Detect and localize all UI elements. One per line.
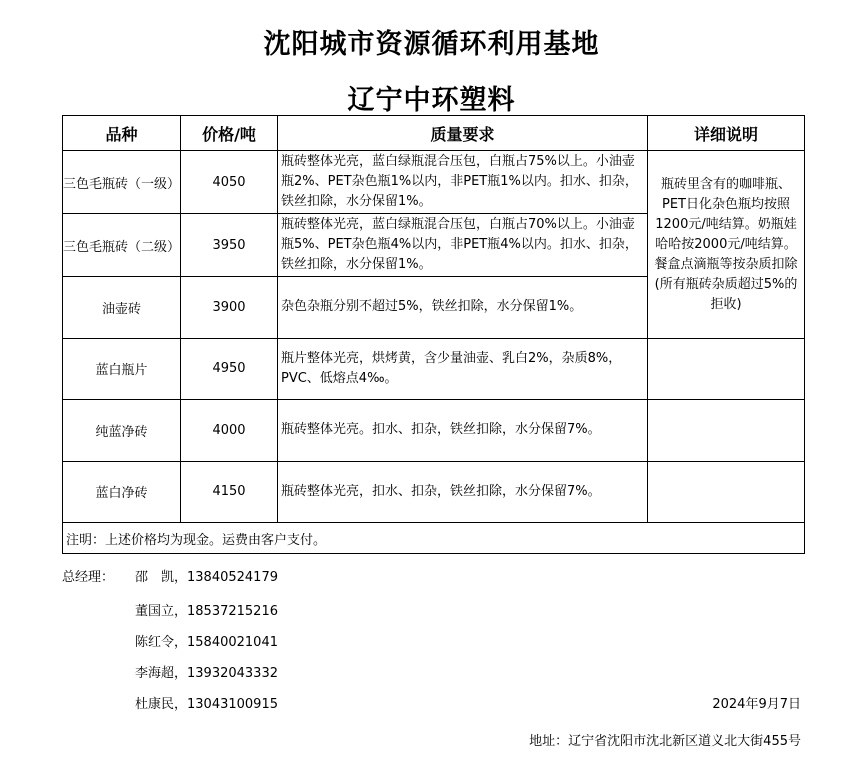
quality-cell: 杂色杂瓶分别不超过5%，铁丝扣除，水分保留1%。 [278, 277, 648, 339]
manager-label: 总经理： [62, 570, 115, 585]
table-row [63, 461, 805, 523]
quality-cell: 瓶砖整体光亮，蓝白绿瓶混合压包，白瓶占70%以上。小油壶瓶5%、PET杂色瓶4%以内，非PET瓶4%以内。扣水、扣杂，铁丝扣除，水分保留1%。 [278, 214, 648, 277]
variety-cell: 蓝白瓶片 [63, 338, 181, 400]
price-cell: 4150 [181, 461, 278, 523]
variety-cell: 三色毛瓶砖（二级） [63, 214, 181, 277]
contact-line: 杜康民，13043100915 [135, 697, 278, 712]
contact-line: 董国立，18537215216 [135, 604, 278, 619]
price-cell: 3900 [181, 277, 278, 339]
note-row [63, 523, 805, 554]
price-table [62, 115, 805, 554]
payment-note: 注明：上述价格均为现金。运费由客户支付。 [63, 523, 805, 554]
page-title: 沈阳城市资源循环利用基地 [263, 29, 600, 60]
contact-line: 邵 凯，13840524179 [135, 570, 278, 585]
variety-cell: 蓝白净砖 [63, 461, 181, 523]
document-date: 2024年9月7日 [712, 697, 801, 712]
contact-line: 李海超，13932043332 [135, 666, 278, 681]
table-row [63, 151, 805, 214]
variety-cell: 油壶砖 [63, 277, 181, 339]
header-quality: 质量要求 [278, 116, 648, 151]
empty-detail-cell [648, 461, 805, 523]
price-cell: 4950 [181, 338, 278, 400]
contact-line: 陈红令，15840021041 [135, 635, 278, 650]
header-price: 价格/吨 [181, 116, 278, 151]
table-header-row [63, 116, 805, 151]
empty-detail-cell [648, 338, 805, 400]
company-name: 辽宁中环塑料 [347, 85, 516, 116]
quality-cell: 瓶砖整体光亮。扣水、扣杂，铁丝扣除，水分保留7%。 [278, 400, 648, 462]
header-variety: 品种 [63, 116, 181, 151]
price-cell: 4000 [181, 400, 278, 462]
variety-cell: 三色毛瓶砖（一级） [63, 151, 181, 214]
quality-cell: 瓶片整体光亮，烘烤黄，含少量油壶、乳白2%，杂质8%，PVC、低熔点4‰。 [278, 338, 648, 400]
price-cell: 4050 [181, 151, 278, 214]
header-detail: 详细说明 [648, 116, 805, 151]
quality-cell: 瓶砖整体光亮，扣水、扣杂，铁丝扣除，水分保留7%。 [278, 461, 648, 523]
empty-detail-cell [648, 400, 805, 462]
table-row [63, 338, 805, 400]
table-row [63, 400, 805, 462]
variety-cell: 纯蓝净砖 [63, 400, 181, 462]
price-cell: 3950 [181, 214, 278, 277]
quality-cell: 瓶砖整体光亮，蓝白绿瓶混合压包，白瓶占75%以上。小油壶瓶2%、PET杂色瓶1%以内，非PET瓶1%以内。扣水、扣杂，铁丝扣除，水分保留1%。 [278, 151, 648, 214]
address: 地址：辽宁省沈阳市沈北新区道义北大街455号 [529, 734, 801, 749]
detail-cell: 瓶砖里含有的咖啡瓶、PET日化杂色瓶均按照1200元/吨结算。奶瓶娃哈哈按2000元/吨结算。餐盒点滴瓶等按杂质扣除(所有瓶砖杂质超过5%的拒收) [648, 151, 805, 339]
